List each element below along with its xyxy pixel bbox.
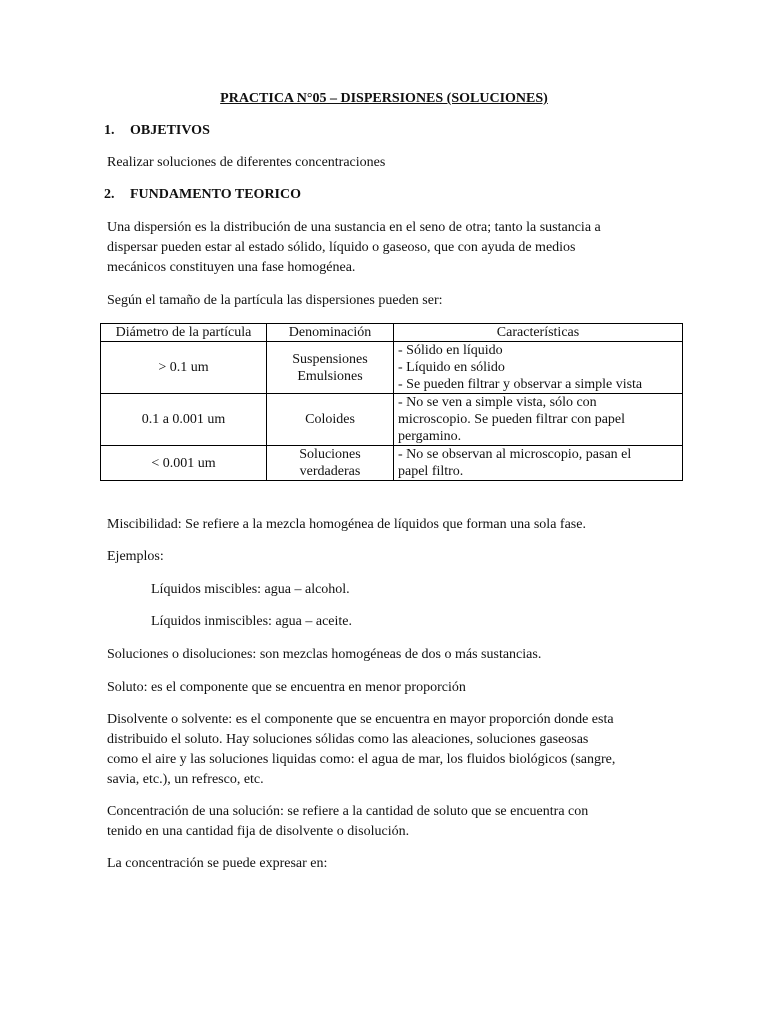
table-header: Características	[394, 324, 683, 342]
cell-line: - Sólido en líquido	[398, 343, 503, 358]
section-number: 2.	[104, 187, 115, 202]
cell-line: - Se pueden filtrar y observar a simple vista	[398, 377, 643, 392]
section-title: FUNDAMENTO TEORICO	[130, 187, 302, 202]
paragraph-line: distribuido el soluto. Hay soluciones sólidas como las aleaciones, soluciones gaseosas	[107, 732, 589, 747]
section-heading-objetivos	[104, 121, 210, 141]
miscibilidad-paragraph: Miscibilidad: Se refiere a la mezcla homogénea de líquidos que forman una sola fase.	[107, 517, 586, 532]
example-item: Líquidos inmiscibles: agua – aceite.	[151, 614, 353, 629]
features-cell	[394, 394, 683, 446]
paragraph-line: tenido en una cantidad fija de disolvente o disolución.	[107, 824, 410, 839]
fundamento-paragraph	[107, 218, 697, 278]
cell-line: - No se observan al microscopio, pasan el	[398, 447, 632, 462]
cell-line: Coloides	[305, 412, 355, 427]
table-header: Denominación	[267, 324, 394, 342]
disolvente-paragraph	[107, 710, 697, 790]
paragraph-line: dispersar pueden estar al estado sólido, líquido o gaseoso, que con ayuda de medios	[107, 240, 576, 255]
denomination-cell	[267, 342, 394, 394]
cell-line: microscopio. Se pueden filtrar con papel	[398, 412, 626, 427]
soluciones-paragraph: Soluciones o disoluciones: son mezclas homogéneas de dos o más sustancias.	[107, 647, 542, 662]
cell-line: pergamino.	[398, 429, 462, 444]
denomination-cell	[267, 446, 394, 481]
paragraph-line: Disolvente o solvente: es el componente que se encuentra en mayor proporción donde esta	[107, 712, 614, 727]
ejemplos-label: Ejemplos:	[107, 549, 164, 564]
diameter-cell: 0.1 a 0.001 um	[101, 394, 267, 446]
expresar-paragraph: La concentración se puede expresar en:	[107, 856, 328, 871]
table-intro: Según el tamaño de la partícula las dispersiones pueden ser:	[107, 293, 443, 308]
features-cell	[394, 342, 683, 394]
cell-line: Soluciones	[299, 447, 361, 462]
example-item: Líquidos miscibles: agua – alcohol.	[151, 582, 350, 597]
objetivos-paragraph: Realizar soluciones de diferentes concentraciones	[107, 155, 386, 170]
cell-line: - No se ven a simple vista, sólo con	[398, 395, 597, 410]
soluto-paragraph: Soluto: es el componente que se encuentra en menor proporción	[107, 680, 466, 695]
dispersion-table	[100, 323, 683, 481]
table-header-row	[101, 324, 683, 342]
denomination-cell	[267, 394, 394, 446]
table-header: Diámetro de la partícula	[101, 324, 267, 342]
section-heading-fundamento	[104, 185, 302, 205]
paragraph-line: Concentración de una solución: se refiere a la cantidad de soluto que se encuentra con	[107, 804, 589, 819]
cell-line: Emulsiones	[297, 368, 363, 384]
paragraph-line: como el aire y las soluciones liquidas como: el agua de mar, los fluidos biológicos (sangre,	[107, 752, 616, 767]
paragraph-line: savia, etc.), un refresco, etc.	[107, 772, 264, 787]
features-cell	[394, 446, 683, 481]
section-number: 1.	[104, 123, 115, 138]
concentracion-paragraph	[107, 802, 697, 842]
cell-line: Suspensiones	[292, 351, 368, 367]
cell-line: verdaderas	[299, 464, 361, 479]
cell-line: - Líquido en sólido	[398, 360, 505, 375]
paragraph-line: mecánicos constituyen una fase homogénea.	[107, 260, 356, 275]
table-row	[101, 446, 683, 481]
diameter-cell: > 0.1 um	[101, 342, 267, 394]
table-row	[101, 394, 683, 446]
diameter-cell: < 0.001 um	[101, 446, 267, 481]
document-title: PRACTICA N°05 – DISPERSIONES (SOLUCIONES)	[220, 91, 548, 106]
paragraph-line: Una dispersión es la distribución de una sustancia en el seno de otra; tanto la sustancia a	[107, 220, 601, 235]
cell-line: papel filtro.	[398, 464, 464, 479]
table-row	[101, 342, 683, 394]
section-title: OBJETIVOS	[130, 123, 210, 138]
